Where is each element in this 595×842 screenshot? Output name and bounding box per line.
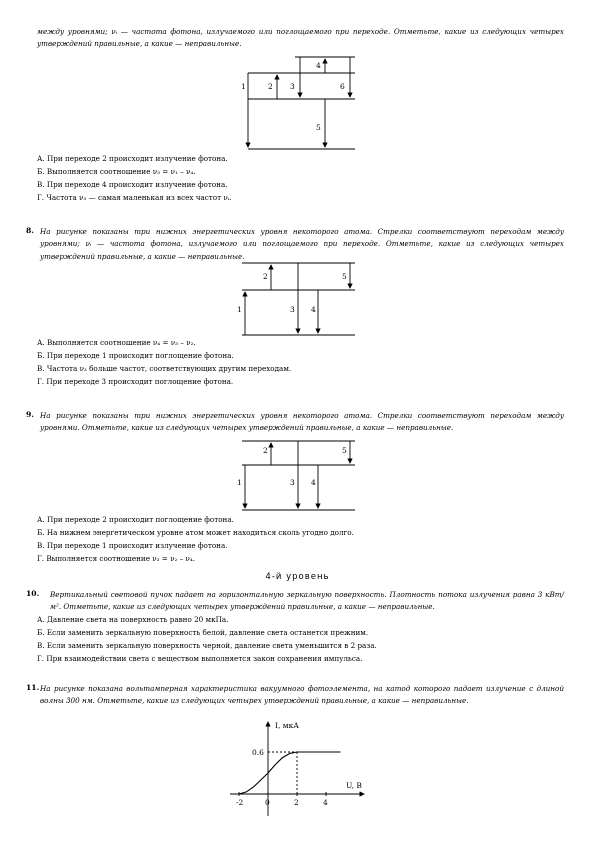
q9-statement-a: А. При переходе 2 происходит поглощение фотона. bbox=[37, 515, 234, 524]
q9-text: На рисунке показаны три нижних энергетических уровня некоторого атома. Стрелки соответствуют переходам между уровнями. Отметьте, какие из следующих четырех утверждений правильные, а какие — неправильные. bbox=[40, 411, 564, 433]
arrow-label: 3 bbox=[290, 305, 295, 314]
arrow-label: 4 bbox=[311, 305, 316, 314]
arrow-label: 2 bbox=[263, 446, 268, 455]
q10-text: Вертикальный световой пучок падает на горизонтальную зеркальную поверхность. Плотность потока излучения равна 3 кВт/м². Отметьте, какие из следующих четырех утверждений правильные, а какие — неправильные. bbox=[50, 590, 564, 612]
x-axis-label: U, В bbox=[346, 781, 362, 790]
y-axis-label: I, мкА bbox=[275, 721, 299, 730]
q7-statement-d: Г. Частота ν₃ — самая маленькая из всех частот νᵢ. bbox=[37, 193, 232, 202]
q7-energy-diagram bbox=[230, 52, 370, 152]
q9-energy-diagram bbox=[230, 438, 370, 518]
arrow-label: 4 bbox=[316, 61, 321, 70]
q7-statement-b: Б. Выполняется соотношение ν₃ = ν₁ – ν₄. bbox=[37, 167, 196, 176]
q10-statement-d: Г. При взаимодействии света с веществом выполняется закон сохранения импульса. bbox=[37, 654, 363, 663]
arrow-label: 1 bbox=[237, 305, 242, 314]
x-tick-label: 0 bbox=[265, 798, 270, 807]
arrow-label: 4 bbox=[311, 478, 316, 487]
q8-statement-b: Б. При переходе 1 происходит поглощение фотона. bbox=[37, 351, 234, 360]
q7-intro-text: между уровнями; νᵢ — частота фотона, излучаемого или поглощаемого при переходе. Отметьте, какие из следующих четырех утверждений правильные, а какие — неправильные. bbox=[37, 27, 564, 49]
q8-number: 8. bbox=[26, 226, 34, 235]
x-tick-label: -2 bbox=[236, 798, 244, 807]
arrow-label: 5 bbox=[342, 272, 347, 281]
arrow-label: 5 bbox=[342, 446, 347, 455]
y-tick-label: 0.6 bbox=[252, 748, 264, 757]
arrow-label: 6 bbox=[340, 82, 345, 91]
q11-text: На рисунке показана вольтамперная характеристика вакуумного фотоэлемента, на катод которого падает излучение с длиной волны 300 нм. Отметьте, какие из следующих четырех утверждений правильные, а какие — неправильные. bbox=[40, 684, 564, 706]
arrow-label: 3 bbox=[290, 478, 295, 487]
q9-statement-c: В. При переходе 1 происходит излучение фотона. bbox=[37, 541, 228, 550]
arrow-label: 3 bbox=[290, 82, 295, 91]
q8-energy-diagram bbox=[230, 260, 370, 340]
arrow-label: 1 bbox=[237, 478, 242, 487]
q8-statement-c: В. Частота ν₃ больше частот, соответствующих другим переходам. bbox=[37, 364, 292, 373]
q10-statement-a: А. Давление света на поверхность равно 20 мкПа. bbox=[37, 615, 229, 624]
level-heading: 4-й уровень bbox=[265, 572, 330, 582]
q8-text: На рисунке показаны три нижних энергетических уровня некоторого атома. Стрелки соответствуют переходам между уровнями; νᵢ — частота фотона, излучаемого или поглощаемого при переходе. Отметьте, какие из следующих четырех утверждений правильные, а какие — неправильные. bbox=[40, 227, 564, 261]
q11-iv-graph bbox=[222, 716, 372, 820]
iv-curve bbox=[239, 752, 341, 794]
x-tick-label: 4 bbox=[323, 798, 328, 807]
q8-statement-d: Г. При переходе 3 происходит поглощение фотона. bbox=[37, 377, 234, 386]
q8-statement-a: А. Выполняется соотношение ν₄ = ν₃ – ν₂. bbox=[37, 338, 196, 347]
q7-statement-c: В. При переходе 4 происходит излучение фотона. bbox=[37, 180, 228, 189]
arrow-label: 1 bbox=[241, 82, 246, 91]
q11-number: 11. bbox=[26, 683, 40, 692]
q10-statement-c: В. Если заменить зеркальную поверхность черной, давление света уменьшится в 2 раза. bbox=[37, 641, 377, 650]
q7-statement-a: А. При переходе 2 происходит излучение фотона. bbox=[37, 154, 228, 163]
q9-statement-d: Г. Выполняется соотношение ν₃ = ν₂ – ν₄. bbox=[37, 554, 196, 563]
q10-statement-b: Б. Если заменить зеркальную поверхность белой, давление света останется прежним. bbox=[37, 628, 369, 637]
x-tick-label: 2 bbox=[294, 798, 299, 807]
q9-statement-b: Б. На нижнем энергетическом уровне атом может находиться сколь угодно долго. bbox=[37, 528, 354, 537]
arrow-label: 5 bbox=[316, 123, 321, 132]
q9-number: 9. bbox=[26, 410, 34, 419]
q10-number: 10. bbox=[26, 589, 40, 598]
arrow-label: 2 bbox=[263, 272, 268, 281]
arrow-label: 2 bbox=[268, 82, 273, 91]
